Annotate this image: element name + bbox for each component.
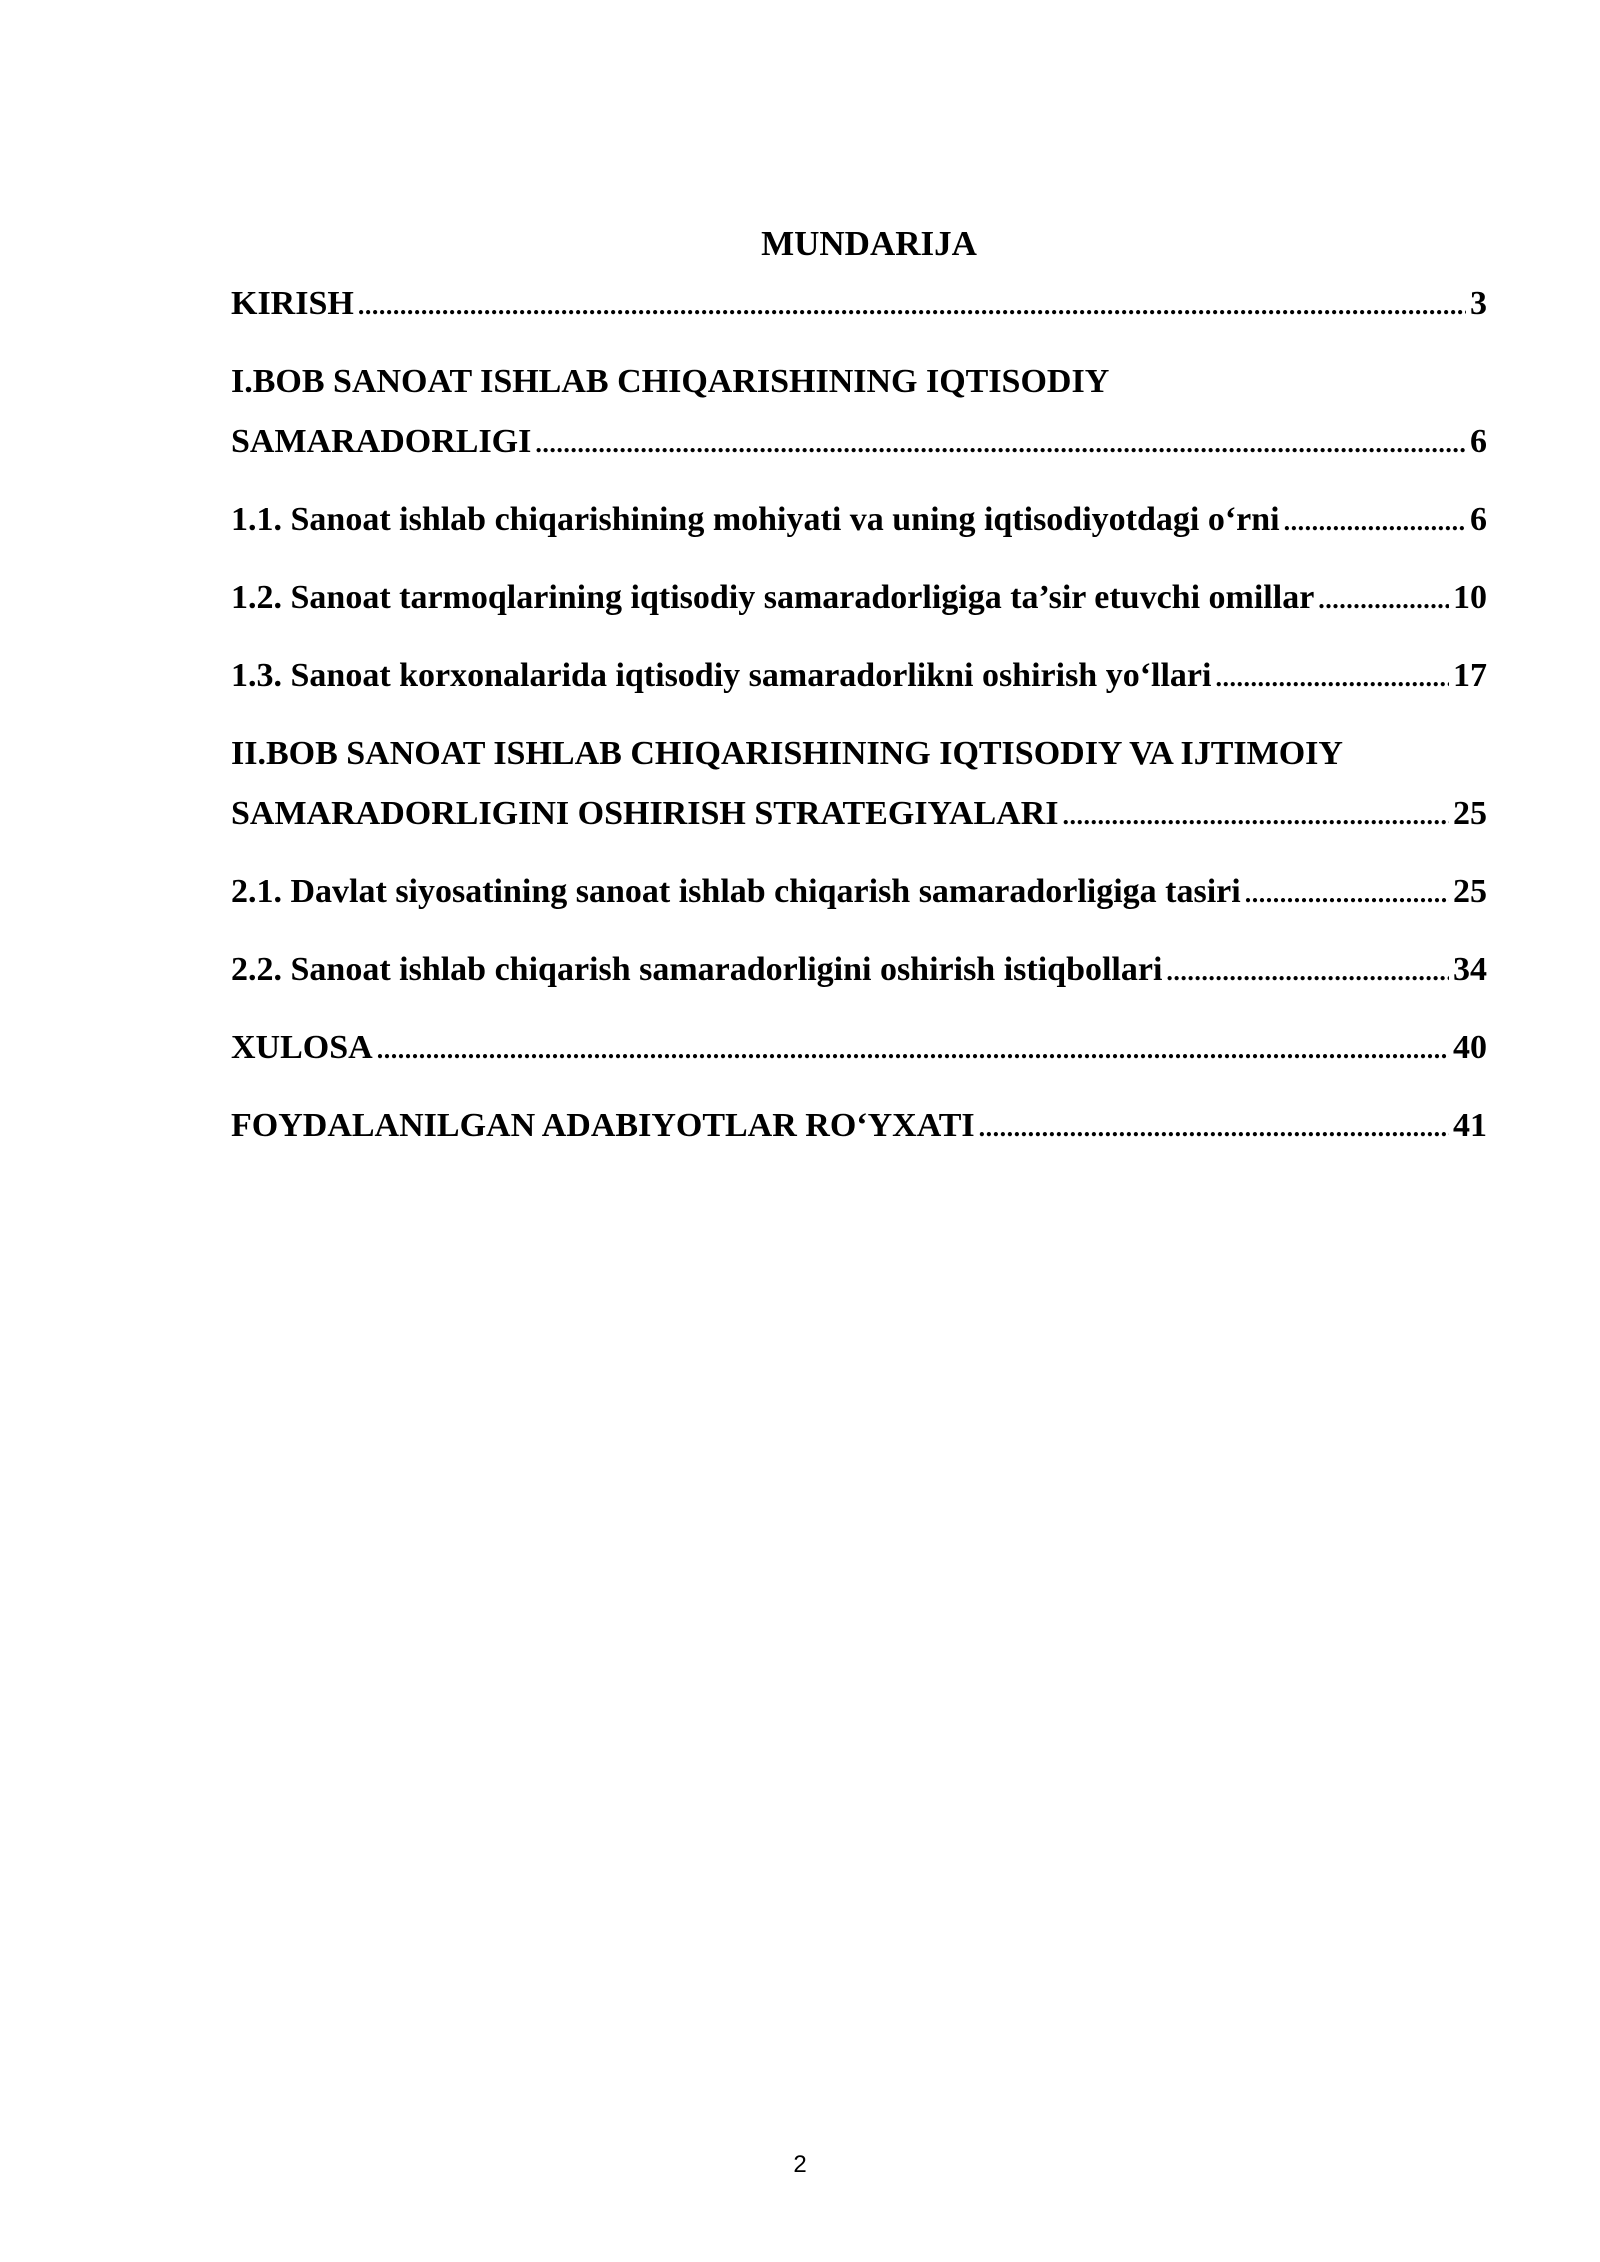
toc-entry[interactable] [231,1096,1487,1156]
toc-entry-text: 1.2. Sanoat tarmoqlarining iqtisodiy samaradorligiga ta’sir etuvchi omillar [231,579,1315,616]
toc-entry-text: SAMARADORLIGI [231,423,532,460]
toc-entry[interactable] [231,862,1487,922]
toc-entry-line [231,1096,1487,1156]
dot-leader [1063,786,1449,846]
table-of-contents [231,214,1487,1174]
toc-entry-text: 1.3. Sanoat korxonalarida iqtisodiy samaradorlikni oshirish yo‘llari [231,657,1212,694]
toc-page-number: 6 [1470,423,1487,460]
toc-page-number: 17 [1453,657,1487,694]
toc-list [231,274,1487,1156]
toc-entry[interactable] [231,352,1487,472]
toc-entry[interactable] [231,646,1487,706]
toc-page-number: 40 [1453,1029,1487,1066]
toc-page-number: 41 [1453,1107,1487,1144]
dot-leader [1166,942,1449,1002]
toc-entry-text: I.BOB SANOAT ISHLAB CHIQARISHINING IQTISODIY [231,363,1110,400]
toc-entry-line [231,862,1487,922]
toc-entry-text: 2.1. Davlat siyosatining sanoat ishlab chiqarish samaradorligiga tasiri [231,873,1241,910]
dot-leader [1284,492,1466,552]
toc-entry[interactable] [231,724,1487,844]
toc-entry-text: II.BOB SANOAT ISHLAB CHIQARISHINING IQTISODIY VA IJTIMOIY [231,735,1343,772]
toc-entry-line [231,568,1487,628]
toc-page-number: 25 [1453,795,1487,832]
toc-page-number: 25 [1453,873,1487,910]
toc-entry[interactable] [231,1018,1487,1078]
toc-entry-line [231,412,1487,472]
toc-title: MUNDARIJA [761,224,977,263]
toc-entry[interactable] [231,568,1487,628]
toc-entry-text: SAMARADORLIGINI OSHIRISH STRATEGIYALARI [231,795,1059,832]
dot-leader [1318,570,1449,630]
toc-entry[interactable] [231,940,1487,1000]
toc-entry-line [231,784,1487,844]
page-number: 2 [793,2151,807,2178]
toc-page-number: 34 [1453,951,1487,988]
toc-entry-line [231,1018,1487,1078]
toc-entry[interactable] [231,490,1487,550]
dot-leader [1245,864,1449,924]
toc-entry-text: KIRISH [231,285,354,322]
toc-entry-line [231,940,1487,1000]
toc-entry-text: 1.1. Sanoat ishlab chiqarishining mohiyati va uning iqtisodiyotdagi o‘rni [231,501,1280,538]
toc-entry-text: 2.2. Sanoat ishlab chiqarish samaradorligini oshirish istiqbollari [231,951,1163,988]
toc-page-number: 6 [1470,501,1487,538]
toc-entry[interactable] [231,274,1487,334]
dot-leader [1215,648,1449,708]
toc-page-number: 10 [1453,579,1487,616]
dot-leader [358,276,1466,336]
toc-entry-line [231,646,1487,706]
dot-leader [979,1098,1449,1158]
toc-page-number: 3 [1470,285,1487,322]
toc-entry-text: XULOSA [231,1029,373,1066]
dot-leader [377,1020,1449,1080]
toc-entry-text: FOYDALANILGAN ADABIYOTLAR RO‘YXATI [231,1107,975,1144]
dot-leader [535,414,1466,474]
toc-entry-line [231,274,1487,334]
toc-entry-line [231,490,1487,550]
